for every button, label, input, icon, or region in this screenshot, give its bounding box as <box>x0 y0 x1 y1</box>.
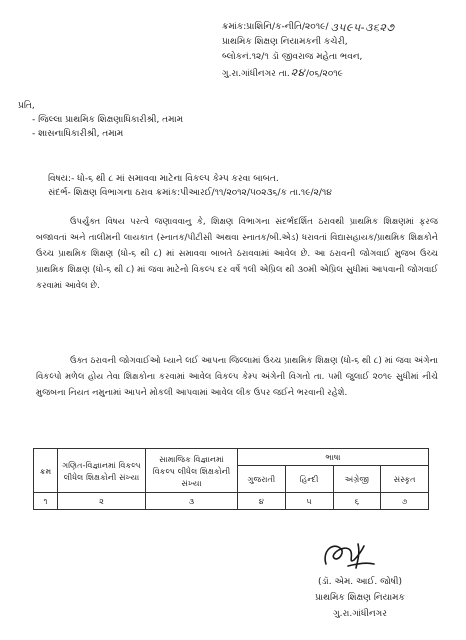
header-social-science: સામાજિક વિજ્ઞાનમાં વિકલ્પ લીધેલ શિક્ષકોની સંખ્યા <box>146 449 238 493</box>
addressee-recipient: - શાસનાધિકારીશ્રી, તમામ <box>32 129 124 139</box>
table-cell: ૬ <box>333 493 381 510</box>
office-address: બ્લોકનં.૧૨/૧ ડૉ જીવરાજ મહેતા ભવન, <box>222 52 363 62</box>
date-suffix: /૦૬/૨૦૧૯ <box>306 69 343 79</box>
date-prefix: ગુ.રા.ગાંધીનગર તા. <box>222 69 290 79</box>
handwritten-signature <box>318 538 378 572</box>
body-paragraph-2-text: ઉક્ત ઠરાવની જોગવાઈઓ ધ્યાને લઈ આપના જિલ્લામાં ઉચ્ચ પ્રાથમિક શિક્ષણ (ધો-૬ થી ૮) માં જવા અંગેના વિકલ્પો મળેલ હોય તેવા શિક્ષકોના કરવામાં આવેલ વિકલ્પ કેમ્પ અંગેની વિગતો તા. ૫મી જુલાઈ ૨૦૧૯ સુધીમાં નીચે મુજબના નિયત નમુનામાં આપને મોકલી આપવામાં આવેલ લીક ઉપર જઈને ભરવાની રહેશે. <box>36 356 438 398</box>
addressee-recipient: - જિલ્લા પ્રાથમિક શિક્ષણાધિકારીશ્રી, તમામ <box>32 115 184 125</box>
table-cell: ૩ <box>146 493 238 510</box>
letter-header <box>222 20 432 82</box>
table-cell: ૨ <box>58 493 146 510</box>
body-paragraph-1-text: ઉપર્યુક્ત વિષય પરત્વે જણાવવાનુ કે, શિક્ષણ વિભાગના સંદર્ભદર્શિત ઠરાવથી પ્રાથમિક શિક્ષણમાં ફરજ બજાવતાં અને તાલીમની લાયકાત (સ્નાતક/પીટીસી અથવા સ્નાતક/બી.એડ) ધરાવતાં વિદ્યાસહાયક/પ્રાથમિક શિક્ષકોને ઉચ્ચ પ્રાથમિક શિક્ષણ (ધો-૬ થી ૮) માં સમાવવા બાબતે ઠરાવવામાં આવેલ છે. આ ઠરાવની જોગવાઈ મુજબ ઉચ્ચ પ્રાથમિક શિક્ષણ (ધો-૬ થી ૮) માં જવા માટેનો વિકલ્પ દર વર્ષે ૧લી એપ્રિલ થી ૩૦મી એપ્રિલ સુધીમાં આપવાની જોગવાઈ કરવામાં આવેલ છે. <box>36 217 438 291</box>
table-row <box>34 493 429 510</box>
subject-block <box>48 172 332 200</box>
letter-date <box>222 65 432 82</box>
table-cell: ૭ <box>381 493 429 510</box>
signatory-name: (ડૉ. એમ. આઈ. જોષી) <box>317 577 403 587</box>
header-sr-no: ક્રમ <box>34 449 58 493</box>
subject-line: વિષય:- ધો-૬ થી ૮ માં સમાવવા માટેના વિકલ્પ કેમ્પ કરવા બાબત. <box>48 174 279 184</box>
reference-number-handwritten: ૩૫૯૫-૩૬૨૭ <box>330 21 395 34</box>
reference-number-line <box>222 20 432 35</box>
table-cell: ૪ <box>238 493 286 510</box>
table-cell: ૫ <box>285 493 333 510</box>
signatory-block <box>290 574 430 622</box>
reference-number-label: ક્રમાંક:પ્રાશિનિ/ક-નીતિ/૨૦૧૯/ <box>222 22 329 32</box>
header-language: ભાષા <box>238 449 429 466</box>
header-gujarati: ગુજરાતી <box>238 466 286 493</box>
table-cell: ૧ <box>34 493 58 510</box>
header-sanskrit: સંસ્કૃત <box>381 466 429 493</box>
details-table <box>33 448 429 510</box>
header-math-science: ગણિત-વિજ્ઞાનમાં વિકલ્પ લીધેલ શિક્ષકોની સંખ્યા <box>58 449 146 493</box>
signatory-designation: પ્રાથમિક શિક્ષણ નિયામક <box>315 593 405 603</box>
date-handwritten: ૨૪ <box>290 66 306 79</box>
addressee-label: પ્રતિ, <box>18 101 35 111</box>
office-name: પ્રાથમિક શિક્ષણ નિયામકની કચેરી, <box>222 37 348 47</box>
signatory-place: ગુ.રા.ગાંધીનગર <box>333 609 387 619</box>
reference-line: સંદર્ભ- શિક્ષણ વિભાગના ઠરાવ ક્રમાંક:પીઆરઈ/૧૧/૨૦૧૨/૫૦૨૩૬/ક તા.૧૯/૨/૧૪ <box>48 188 332 198</box>
header-english: અંગ્રેજી <box>333 466 381 493</box>
body-paragraph-1 <box>36 214 438 294</box>
header-hindi: હિન્દી <box>285 466 333 493</box>
addressee-block <box>18 99 183 141</box>
body-paragraph-2 <box>36 353 438 401</box>
